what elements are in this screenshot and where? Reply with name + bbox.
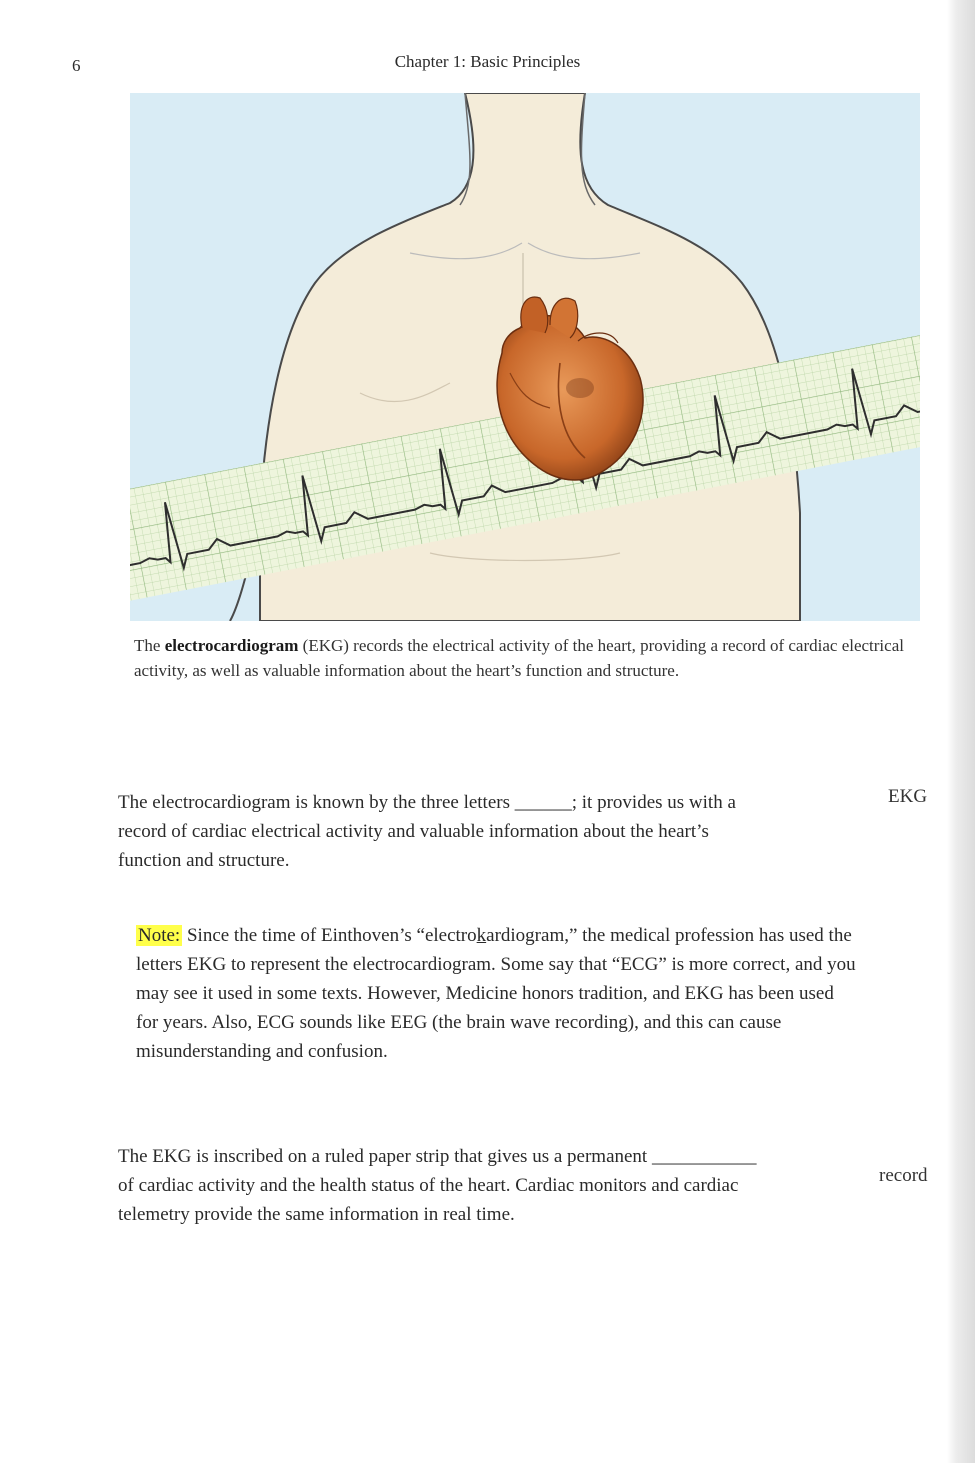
frame-1-before: The electrocardiogram is known by the three letters (118, 792, 515, 813)
caption-lead: The (134, 636, 165, 655)
frame-2-text (118, 1142, 758, 1229)
torso-heart-ekg-drawing (130, 93, 920, 621)
note-text-1: Since the time of Einthoven’s “electro (182, 925, 477, 946)
page-number: 6 (72, 56, 81, 75)
page-edge-shadow (947, 0, 975, 1463)
caption-bold-term: electrocardiogram (164, 636, 299, 655)
ekg-illustration (130, 93, 920, 621)
figure-caption (134, 633, 914, 683)
caption-rest: (EKG) records the electrical activity of the heart, providing a record of cardiac electrical activity, as well as valuable information about the heart’s function and structure. (134, 636, 904, 680)
frame-2-blank: ___________ (651, 1146, 757, 1167)
frame-1-after: ; it provides us with a record of cardiac electrical activity and valuable information about the heart’s function and structure. (118, 792, 736, 871)
frame-2-answer: record (879, 1165, 928, 1186)
frame-2-before: The EKG is inscribed on a ruled paper strip that gives us a permanent (118, 1146, 652, 1167)
running-head: Chapter 1: Basic Principles (394, 52, 581, 71)
note-text-2: ardiogram,” the medical profession has used the letters EKG to represent the electrocardiogram. Some say that “ECG” is more correct, and you may see it used in some texts. However, Medicine honors tradition, and EKG has been used for years. Also, ECG sounds like EEG (the brain wave recording), and this can cause misunderstanding and confusion. (136, 925, 856, 1062)
frame-1-answer: EKG (888, 786, 928, 807)
note-label-highlight: Note: (138, 925, 181, 946)
frame-1-text (118, 788, 758, 875)
frame-2-after: of cardiac activity and the health status of the heart. Cardiac monitors and cardiac telemetry provide the same information in real time. (118, 1175, 739, 1225)
note-underlined-letter: k (476, 925, 487, 946)
frame-1-blank: ______ (514, 792, 572, 813)
note-paragraph (136, 921, 856, 1066)
